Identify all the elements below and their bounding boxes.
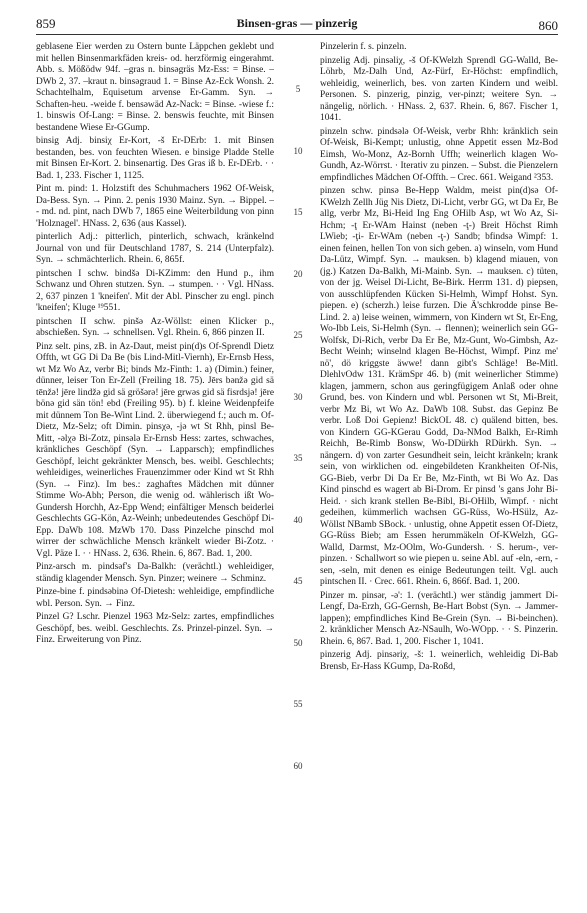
left-column <box>36 42 274 649</box>
line-number: 50 <box>293 638 303 648</box>
entry-pinzeln: pinzeln schw. pindsələ Of-Weisk, verbr Rhh: kränklich sein Of-Weisk, Bi-Kempt; unlustig, ohne Appetit essen Mz-Bod Eimsh, Wo-Monz, Az-Bornh Uffh; weinerlich klagen Wo-Gundh, Az-Wörrst. · Iterativ zu pinzen. – Subst. die Pienzelern empfindliches Mädchen Of-Offth. – Crec. 661. Weigand ²353. <box>320 126 558 183</box>
line-number: 30 <box>293 392 303 402</box>
line-number: 15 <box>293 207 303 217</box>
line-number: 35 <box>293 453 303 463</box>
entry-binsig: binsig Adj. binsiχ Er-Kort, -š Er-DErb: 1. mit Binsen bestanden, bes. von feuchten Wiesen. e binsige Pladde Stelle mit Binsen Er-Kort. 2. binsenartig. Des Gras iß b. Er-DErb. · · Bad. 1, 233. Fischer 1, 1125. <box>36 136 274 181</box>
running-head: Binsen-gras — pinzerig <box>236 16 358 30</box>
entry-pinzer: Pinzer m. pinsər, -ə': 1. (verächtl.) wer ständig jammert Di-Lengf, Da-Erzh, GG-Gernsh, Be-Hart Bobst (Syn. → Jammer-lappen); empfindliches Kind Be-Grein (Syn. → Bi-beinchen). 2. kränklicher Mensch Az-NSaulh, Wo-WOpp. · · S. Pinzerin. Rhein. 6, 867. Bad. 1, 200. Fischer 1, 1041. <box>320 590 558 647</box>
line-number: 25 <box>293 330 303 340</box>
page-header <box>36 14 558 35</box>
entry-pinzerig: pinzerig Adj. pinsəriχ, -š: 1. weinerlich, wehleidig Di-Bab Brensb, Er-Hass KGump, Da-Roßd, <box>320 650 558 672</box>
entry-binsen-eier: geblasene Eier werden zu Ostern bunte Läppchen geklebt und mit hellen Binsenmarkfäden kreis- od. herzförmig eingerahmt. Abb. s. Mößödw 94f. –gras n. binsəgräs Mz-Ess: = Binse. – DWb 2, 37. –kraut n. binsəgraud 1. = Binse Az-Eck Wonsh. 2. Schachtelhalm, Equisetum arvense Er-Gamm. Syn. → Schaften-heu. -weide f. bensəwäd Az-Nack: = Binse. -wiese f.: 1. binswis Of-Lang: = Binse. 2. benswis feuchte, mit Binsen bestandene Wiese Er-GGump. <box>36 42 274 133</box>
line-number: 45 <box>293 576 303 586</box>
entry-pinzelig: pinzelig Adj. pinsəliχ, -š Of-KWelzh Sprendl GG-Walld, Be-Löhrb, Mz-Dalh Und, Az-Fürf, Er-Höchst: empfindlich, wehleidig, weinerlich, bes. von zarten Kindern und weibl. Personen. S. pinzerig, pinzig, ver-pinzt; weitere Syn. → nängelig, nörlich. · HNass. 2, 637. Rhein. 6, 867. Fischer 1, 1041. <box>320 55 558 123</box>
line-number: 20 <box>293 269 303 279</box>
entry-pinzel: Pinzel G? Lschr. Pienzel 1963 Mz-Selz: zartes, empfindliches Geschöpf, bes. weibl. Geschlechts. Zs. Prinzel-pinzel. Syn. → Finz. Erweiterung von Pinz. <box>36 612 274 645</box>
line-number: 5 <box>295 84 301 94</box>
line-number: 10 <box>293 146 303 156</box>
entry-pinzelerin: Pinzelerin f. s. pinzeln. <box>320 42 407 52</box>
entry-pint: Pint m. pind: 1. Holzstift des Schuhmachers 1962 Of-Weisk, Da-Bess. Syn. → Pinn. 2. penis 1930 Mainz. Syn. → Bippel. – - md. nd. pint, nach DWb 7, 1865 eine Weiterbildung von pinn 'Holznagel'. HNass. 2, 636 (aus Kassel). <box>36 184 274 229</box>
line-number: 40 <box>293 515 303 525</box>
line-number: 55 <box>293 699 303 709</box>
entry-pinze-bine: Pinze-bine f. pindsəbinə Of-Dietesh: wehleidige, empfindliche wbl. Person. Syn. → Finz. <box>36 587 274 609</box>
entry-pinzen: pinzen schw. pinsə Be-Hepp Waldm, meist pin(d)sə Of-KWelzh Zellh Jüg Nis Dietz, Di-Licht, verbr GG, wt Da Er, Be allg, verbr Mz, Bi-Heid Ing Eng OHilb Asp, wt Wo Az, Si-Hchm; -ţ Er-WAm Hainst (neben -ţ-) Breit Höchst Rimh LWieb; -ţi- Er-WAm (neben -ţ-) Sandb; bfindsə Wimpf: 1. einen feinen, hellen Ton von sich geben. a) winseln, vom Hund Da-Lütz, Wimpf. Syn. → mauksen. b) klagend miauen, von (jg.) Katzen Da-Balkh, Mi-Mainb. Syn. → mauksen. c) tüten, von der jg. Weisel Di-Licht, Be-Birk. Herrm 131. d) piepsen, von ausschlüpfenden Kücken Si-Helmh, Wimpf Hohst. Syn. piepen. e) (scherzh.) leise furzen. Die Ä'schkrodde pinse Be-Lind. 2. a) leise weinen, wimmern, von Kindern wt St, Er-Eng, Wo-Ibb Leis, Si-Helmh (Syn. → flennen); weinerlich sein GG-Wolfsk, Di-Rich, verbr Da Er Be, Mz-Gunt, Wo-Gimbsh, Az-Becht Weinh; winselnd klagen Be-Höchst, Wimpf. Pinz me' nö', dö kriggste äwwe! dann gibt's Schläge! Be-Mitl. DlehlvOdw 131. KrämSpr 46. b) (mit weinerlicher Stimme) klagen, jammern, schon aus geringfügigem Anlaß oder ohne Grund, bes. von Kindern und wbl. Personen wt St, Mi-Breit, verbr Mz Bi, wt Wo Az. DaWb 108. Subst. das Gepinz Be verbr. Loß Doi Gepienz! BickOL 48. c) quälend bitten, bes. von Kindern GG-KGerau Godd, Da-NMod Balkh, Er-Rimh Reichh, Be-Rimb Bonsw, Wo-DDürkh RDürkh. Syn. → nängern. d) von zarter Gesundheit sein, leicht kränkeln; krank sein, von wirklichen od. eingebildeten Krankheiten Of-Nis, GG-Bieb, verbr Di Da Er Be, Mz-Finth, wt Bi Wo Az. Das Kind pinschd es wagert ab Bi-Drom. Er pinsd 's gans Johr Bi-Heid. · sich krank stellen Be-Bibl, Bi-OHilb, Wimpf. · nicht gedeihen, kümmerlich wachsen GG-Rüss, Wo-HSülz, Az-Wöllst NBamb SBock. · unlustig, ohne Appetit essen Of-Dietz, GG-Rüss Bieb; am Essen herummäkeln Of-KWelzh, GG-Walld, Darmst, Mz-OOlm, Wo-Gundersh. · S. herum-, ver-pinzen. · Schallwort so wie piepen u. seine Abl. auf -eln, -ern, -sen, -seln, mit denen es einige Bedeutungen teilt. Vgl. auch pintschen II. · Crec. 661. Rhein. 6, 866f. Bad. 1, 200. <box>320 186 558 587</box>
right-column <box>320 42 558 675</box>
page-number-left: 859 <box>36 16 56 31</box>
entry-pinterlich: pinterlich Adj.: pitterlich, pinterlich, schwach, kränkelnd Journal von und für Deutschland 1787, S. 214 (Unterpfalz). Syn. → schmächterlich. Rhein. 6, 865f. <box>36 232 274 265</box>
entry-pinz: Pinz selt. pins, zB. in Az-Daut, meist pin(d)s Of-Sprendl Dietz Offth, wt GG Di Da Be (bis Lind-Mitl-Viernh), Er-Ernsb Hess, wt Mz Wo Az, verbr Bi; binds Mz-Finth: 1. a) (Dimin.) feiner, dünner, leiser Ton Er-Zell (Freiling 18. 75). Jērs bənžə gid sä tēnžə! jēre lindžə gid sä gröšərə! jēre grwəs gid sä fisrdsjə! jēre bönə gid sän tön! ebd (Freiling 95). b) f. kleine Weidenpfeife mit dünnem Ton Be-Wint Lind. 2. überwiegend f.; auch m. Of-Dietz, Mz-Selz; oft Dimin. pinsχə, -jə wt St Rhh, pinsl Be-Mitt, -əlχə Bi-Zotz, pinsələ Er-Ernsb Hess: zartes, schwaches, kränkliches Geschöpf (Syn. → Lapparsch); empfindliches Geschöpf, leicht gekränkter Mensch, bes. weibl. Geschlechts; wehleidiges, weinerliches Frauenzimmer oder Kind wt St Rhh (Syn. → Finz). Im bes.: zaghaftes Mädchen mit dünner Stimme Wo-Abh; Person, die wenig od. wählerisch ißt Wo-Gundersh Horchh, Az-Epp Wend; einfältiger Mensch beiderlei Geschlechts GG-Kön, Az-Weinh; unbedeutendes Geschöpf Di-Epp. DaWb 108. MzWb 170. Dass Pinzelche pinschd mol wirrer der schwächliche Mensch kränkelt wieder Bi-Zotz. · Vgl. Päze I. · · HNass. 2, 636. Rhein. 6, 867. Bad. 1, 200. <box>36 341 274 559</box>
entry-pintschen-2: pintschen II schw. pinšə Az-Wöllst: einen Klicker p., abschießen. Syn. → schnellsen. Vgl. Rhein. 6, 866 pinzen II. <box>36 316 274 338</box>
entry-pintschen-1: pintschen I schw. bindšə Di-KZimm: den Hund p., ihm Schwanz und Ohren stutzen. Syn. → stumpen. · · Vgl. HNass. 2, 637 pinzen 1 'kneifen'. Mit der Abl. Pinscher zu engl. pinch 'kneifen'; Kluge ¹⁹551. <box>36 268 274 313</box>
line-number: 60 <box>293 761 303 771</box>
entry-pinz-arsch: Pinz-arsch m. pindsəf's Da-Balkh: (verächtl.) wehleidiger, ständig klagender Mensch. Syn. Pinzer; weinere → Schminz. <box>36 562 274 584</box>
page-number-right: 860 <box>538 18 558 33</box>
